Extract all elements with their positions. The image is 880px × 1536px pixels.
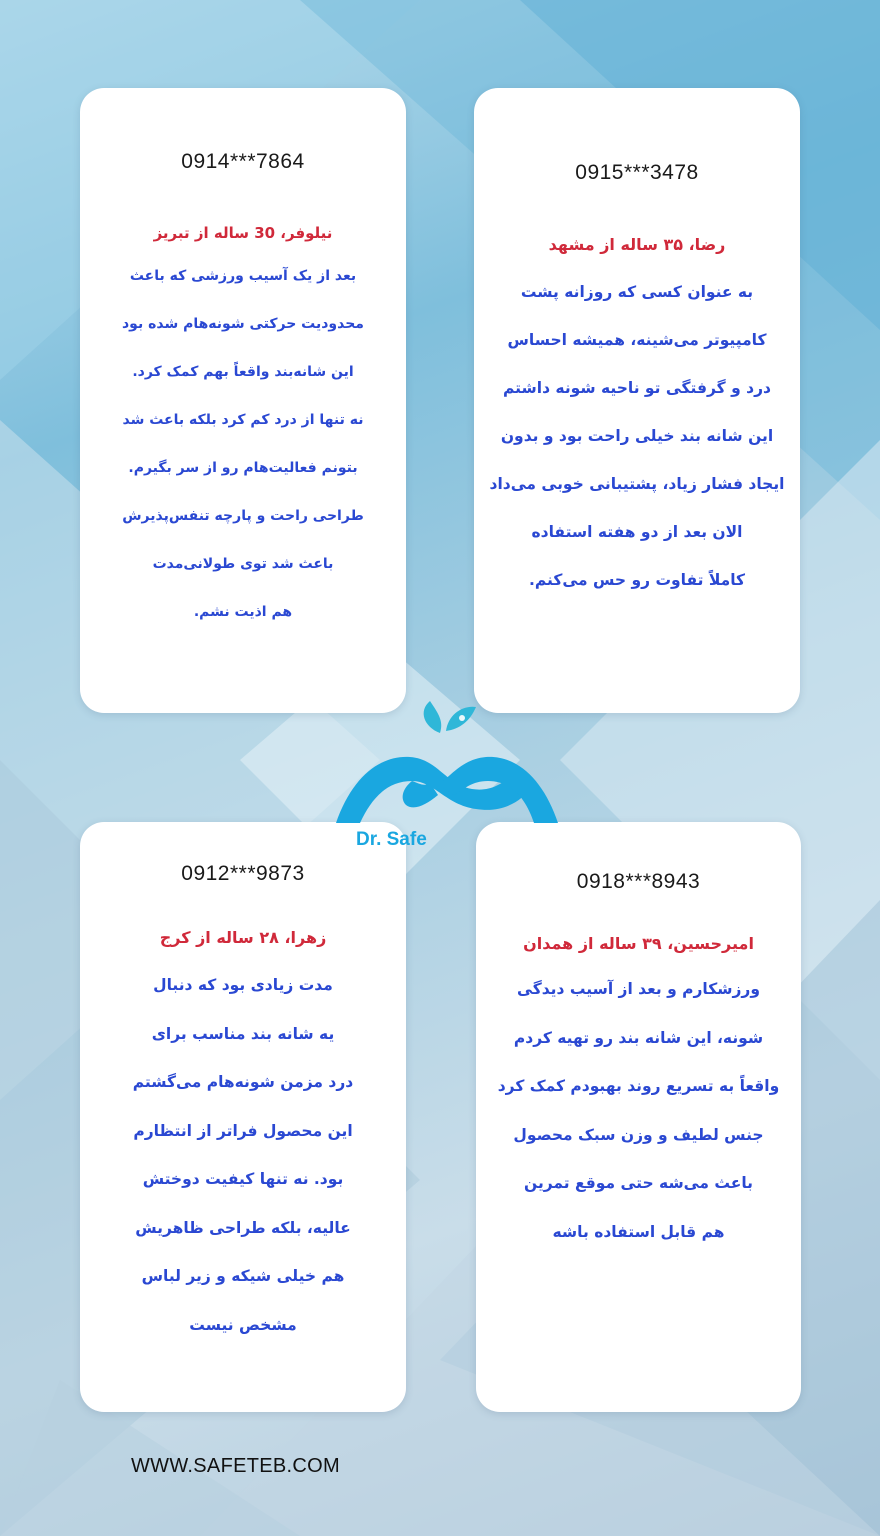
testimonial-text (84, 252, 402, 636)
testimonial-line: جنس لطیف و وزن سبک محصول (513, 1125, 764, 1144)
testimonial-line: درد مزمن شونه‌هام می‌گشتم (132, 1073, 354, 1091)
testimonial-line: این شانه‌بند واقعاً بهم کمک کرد. (132, 364, 354, 380)
testimonial-line: طراحی راحت و پارچه تنفس‌پذیرش (122, 508, 364, 524)
testimonial-line: درد و گرفتگی تو ناحیه شونه داشتم (503, 379, 771, 397)
testimonial-card-3 (80, 822, 406, 1412)
testimonial-line: ورزشکارم و بعد از آسیب دیدگی (517, 980, 760, 998)
testimonial-line: به عنوان کسی که روزانه پشت (520, 283, 754, 301)
testimonial-line: محدودیت حرکتی شونه‌هام شده بود (122, 316, 364, 332)
testimonial-text (480, 965, 797, 1256)
brand-name: Dr. Safe (356, 829, 427, 850)
testimonial-line: این شانه بند خیلی راحت بود و بدون (500, 427, 774, 445)
dr-safe-logo (322, 685, 572, 855)
testimonial-line: واقعاً به تسریع روند بهبودم کمک کرد (497, 1077, 780, 1095)
testimonial-name: رضا، ۳۵ ساله از مشهد (548, 235, 726, 254)
testimonial-name: زهرا، ۲۸ ساله از کرج (159, 928, 327, 947)
testimonial-line: ایجاد فشار زیاد، پشتیبانی خوبی می‌داد (489, 475, 785, 493)
testimonial-card-4 (476, 822, 801, 1412)
testimonial-card-1 (474, 88, 800, 713)
testimonial-name: نیلوفر، 30 ساله از تبریز (153, 224, 333, 242)
testimonial-phone: 0918***8943 (576, 870, 701, 893)
testimonial-line: بتونم فعالیت‌هام رو از سر بگیرم. (128, 460, 358, 476)
testimonial-line: یه شانه بند مناسب برای (151, 1024, 335, 1043)
testimonial-line: عالیه، بلکه طراحی ظاهریش (135, 1218, 351, 1237)
testimonial-line: باعث می‌شه حتی موقع تمرین (524, 1174, 753, 1192)
testimonial-line: مشخص نیست (189, 1315, 297, 1334)
testimonial-line: این محصول فراتر از انتظارم (133, 1121, 353, 1140)
testimonial-line: نه تنها از درد کم کرد بلکه باعث شد (122, 412, 364, 428)
testimonial-line: الان بعد از دو هفته استفاده (531, 523, 743, 541)
testimonial-line: هم خیلی شیکه و زیر لباس (141, 1267, 345, 1285)
testimonial-card-2 (80, 88, 406, 713)
testimonial-line: شونه، این شانه بند رو تهیه کردم (513, 1028, 764, 1047)
testimonial-phone: 0915***3478 (575, 161, 699, 184)
testimonial-line: هم قابل استفاده باشه (552, 1222, 725, 1241)
testimonial-line: کاملاً تفاوت رو حس می‌کنم. (528, 571, 746, 589)
testimonial-line: باعث شد توی طولانی‌مدت (152, 556, 334, 572)
testimonial-line: بود. نه تنها کیفیت دوختش (142, 1170, 344, 1188)
testimonial-line: مدت زیادی بود که دنبال (153, 976, 333, 994)
testimonial-line: بعد از یک آسیب ورزشی که باعث (129, 268, 357, 284)
testimonial-phone: 0912***9873 (181, 862, 305, 885)
testimonial-phone: 0914***7864 (181, 150, 305, 173)
testimonial-text (84, 961, 402, 1349)
testimonial-text (478, 268, 796, 604)
testimonial-line: هم اذیت نشم. (193, 604, 293, 620)
testimonial-line: کامپیوتر می‌شینه، همیشه احساس (507, 331, 767, 349)
leaf-icon (424, 701, 442, 733)
website-url[interactable]: WWW.SAFETEB.COM (131, 1455, 340, 1477)
testimonial-name: امیرحسین، ۳۹ ساله از همدان (523, 934, 754, 953)
